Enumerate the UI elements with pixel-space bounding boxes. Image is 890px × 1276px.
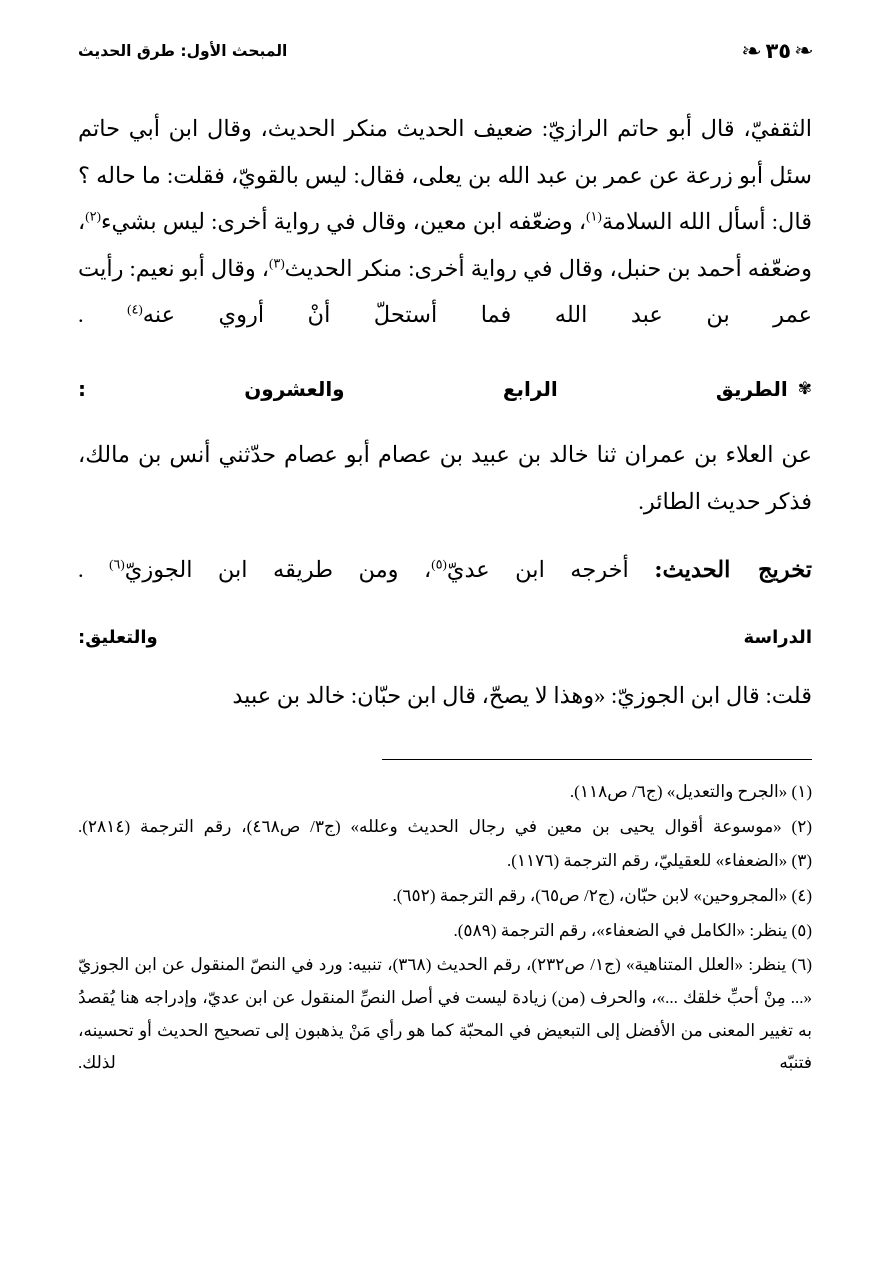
footnote-text: «المجروحين» لابن حبّان، (ج٢/ ص٦٥)، رقم الترجمة (٦٥٢). xyxy=(392,886,792,906)
asterisk-ornament-icon: ✾ xyxy=(797,378,812,399)
footnote-text: ينظر: «الكامل في الضعفاء»، رقم الترجمة (٥٨٩). xyxy=(453,920,792,940)
footnote-ref-3: (٣) xyxy=(269,255,285,271)
footnote-ref-4: (٤) xyxy=(127,301,143,317)
footnote-item xyxy=(78,949,812,1080)
footnote-ref-5: (٥) xyxy=(431,556,447,572)
footnote-rule-wrapper xyxy=(78,725,812,776)
footnote-item xyxy=(78,811,812,844)
footnote-number: (٥) xyxy=(791,920,812,940)
para1-segment-5: . xyxy=(78,302,128,328)
para1-segment-3: ، وضعّفه أحمد بن حنبل، وقال في رواية أخرى: منكر الحديث xyxy=(78,209,813,281)
footnote-number: (٤) xyxy=(791,886,812,906)
footnote-item xyxy=(78,776,812,809)
paragraph-commentary: قلت: قال ابن الجوزيّ: «وهذا لا يصحّ، قال ابن حبّان: خالد بن عبيد xyxy=(232,682,812,708)
section-heading xyxy=(78,369,812,410)
footnote-item xyxy=(78,845,812,878)
takhrij-label: تخريج الحديث: xyxy=(654,557,812,584)
takhrij-text-1: أخرجه ابن عديّ xyxy=(446,557,655,583)
footnote-separator xyxy=(382,759,812,760)
para1-segment-1: الثقفيّ، قال أبو حاتم الرازيّ: ضعيف الحديث منكر الحديث، وقال ابن أبي حاتم سئل أبو زرعة عن عمر بن عبد الله بن يعلى، فقال: ليس بالقويّ، فقلت: ما حاله ؟ قال: أسأل الله السلامة xyxy=(78,116,812,235)
footnotes-block xyxy=(78,776,812,1080)
footnote-text: «الجرح والتعديل» (ج٦/ ص١١٨). xyxy=(569,782,792,802)
footnote-ref-1: (١) xyxy=(586,208,602,224)
footnote-item xyxy=(78,880,812,913)
footnote-number: (٣) xyxy=(791,851,812,871)
page-number-group xyxy=(743,39,812,63)
ornament-left-icon: ❧ xyxy=(794,39,814,62)
takhrij-text-3: . xyxy=(78,557,110,583)
para1-segment-4: ، وقال أبو نعيم: رأيت عمر بن عبد الله فما أستحلّ أنْ أروي عنه xyxy=(78,255,813,328)
ornament-right-icon: ☙ xyxy=(741,39,763,62)
footnote-text: «موسوعة أقوال يحيى بن معين في رجال الحديث وعلله» (ج٣/ ص٤٦٨)، رقم الترجمة (٢٨١٤). xyxy=(78,816,792,836)
footnote-number: (٢) xyxy=(791,816,813,836)
footnote-ref-6: (٦) xyxy=(109,556,125,572)
subsection-heading: الدراسة والتعليق: xyxy=(78,627,812,649)
body-text xyxy=(78,106,812,719)
footnote-item xyxy=(78,915,812,948)
footnote-ref-2: (٢) xyxy=(85,208,101,224)
section-heading-label: الطريق الرابع والعشرون : xyxy=(78,376,788,401)
footnote-number: (١) xyxy=(791,782,812,802)
footnote-text: «الضعفاء» للعقيليّ، رقم الترجمة (١١٧٦). xyxy=(506,851,792,871)
footnote-number: (٦) xyxy=(791,955,812,975)
takhrij-text-2: ، ومن طريقه ابن الجوزيّ xyxy=(124,557,432,583)
paragraph-biography xyxy=(78,106,812,339)
takhrij-line xyxy=(78,547,812,593)
page-number: ٣٥ xyxy=(765,39,792,63)
para1-segment-2: ، وضعّفه ابن معين، وقال في رواية أخرى: ليس بشيء xyxy=(100,209,587,235)
running-head-title: المبحث الأول: طرق الحديث xyxy=(78,42,288,60)
paragraph-isnad: عن العلاء بن عمران ثنا خالد بن عبيد بن عصام أبو عصام حدّثني أنس بن مالك، فذكر حديث الطائر. xyxy=(78,442,812,514)
page-header xyxy=(78,34,812,68)
footnote-text: ينظر: «العلل المتناهية» (ج١/ ص٢٣٢)، رقم الحديث (٣٦٨)، تنبيه: ورد في النصّ المنقول عن ابن الجوزيّ «... مِنْ أحبِّ خلقك ...»، والحرف (من) زيادة ليست في أصل النصِّ المنقول عن ابن عديّ، وإدراجه هنا يُقصدُ به تغيير المعنى من الأفضل إلى التبعيض في المحبّة كما هو رأي مَنْ يذهبون إلى تصحيح الحديث أو تحسينه، فتنبّه لذلك. xyxy=(78,955,812,1073)
